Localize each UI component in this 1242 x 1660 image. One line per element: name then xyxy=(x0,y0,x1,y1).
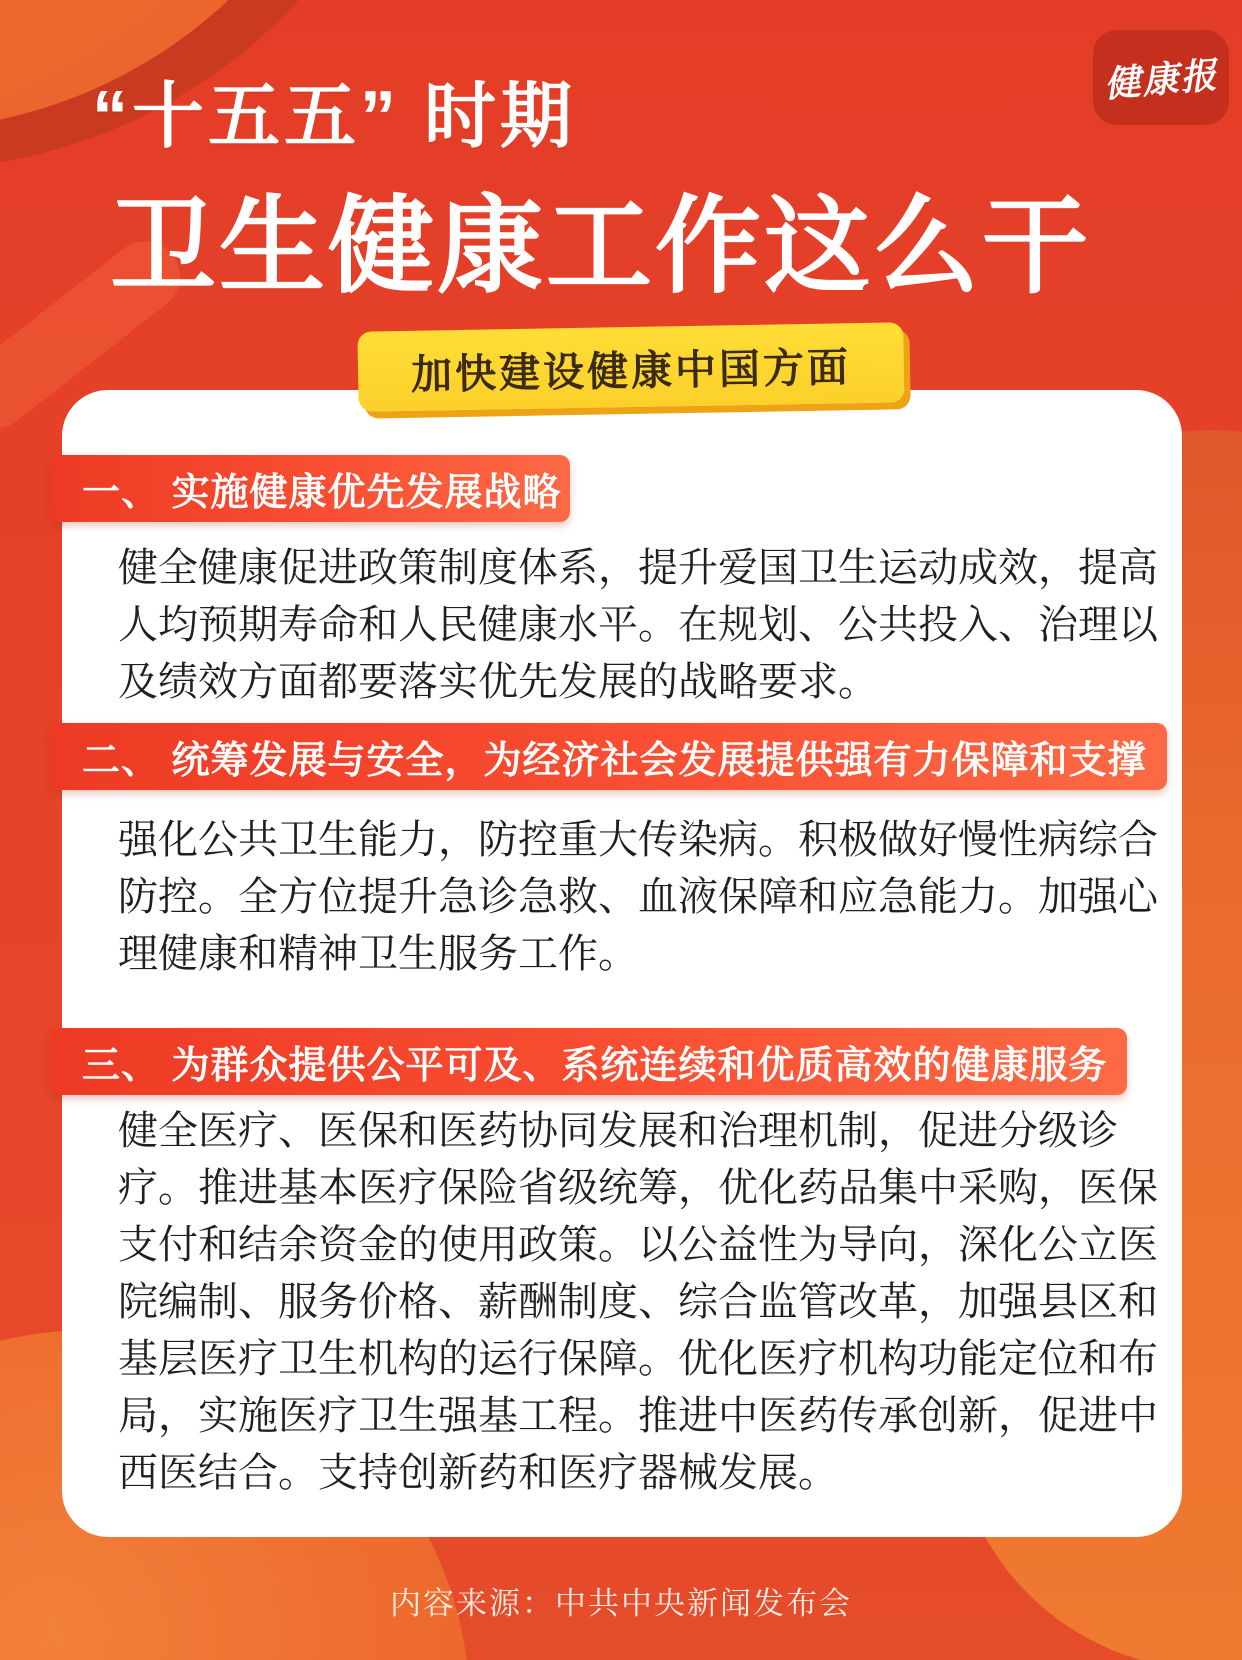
body-line: 疗。推进基本医疗保险省级统筹，优化药品集中采购，医保 xyxy=(118,1166,1158,1210)
content-source-note: 内容来源：中共中央新闻发布会 xyxy=(390,1586,852,1621)
jiankangbao-logo-text: 健康报 xyxy=(1102,55,1220,105)
body-line: 支付和结余资金的使用政策。以公益性为导向，深化公立医 xyxy=(118,1223,1158,1267)
section-2-heading: 二、 统筹发展与安全，为经济社会发展提供强有力保障和支撑 xyxy=(82,740,1147,782)
section-1-heading: 一、 实施健康优先发展战略 xyxy=(82,472,562,514)
poster-main-title: 卫生健康工作这么干 xyxy=(110,188,1091,306)
section-3-heading: 三、 为群众提供公平可及、系统连续和优质高效的健康服务 xyxy=(82,1045,1108,1087)
section-1-heading-banner xyxy=(50,455,570,522)
body-line: 健全健康促进政策制度体系，提升爱国卫生运动成效，提高 xyxy=(118,546,1158,590)
body-line: 局，实施医疗卫生强基工程。推进中医药传承创新，促进中 xyxy=(118,1394,1158,1438)
body-line: 院编制、服务价格、薪酬制度、综合监管改革，加强县区和 xyxy=(118,1280,1158,1324)
section-3-heading-banner xyxy=(50,1028,1127,1095)
body-line: 强化公共卫生能力，防控重大传染病。积极做好慢性病综合 xyxy=(118,818,1158,862)
section-2-heading-banner xyxy=(50,723,1167,790)
section-2-body xyxy=(118,812,1158,983)
body-line: 防控。全方位提升急诊急救、血液保障和应急能力。加强心 xyxy=(118,875,1158,919)
section-3-body xyxy=(118,1103,1158,1502)
body-line: 及绩效方面都要落实优先发展的战略要求。 xyxy=(118,660,878,704)
poster-subtitle-period: “十五五” 时期 xyxy=(92,77,577,157)
section-1-body xyxy=(118,540,1158,711)
body-line: 基层医疗卫生机构的运行保障。优化医疗机构功能定位和布 xyxy=(118,1337,1158,1381)
body-line: 人均预期寿命和人民健康水平。在规划、公共投入、治理以 xyxy=(118,603,1158,647)
jiankangbao-logo xyxy=(1093,30,1229,125)
body-line: 健全医疗、医保和医药协同发展和治理机制，促进分级诊 xyxy=(118,1109,1118,1153)
topic-badge-label: 加快建设健康中国方面 xyxy=(410,343,852,398)
body-line: 西医结合。支持创新药和医疗器械发展。 xyxy=(118,1451,838,1495)
topic-badge xyxy=(357,322,904,412)
content-card xyxy=(62,390,1182,1537)
body-line: 理健康和精神卫生服务工作。 xyxy=(118,932,638,976)
